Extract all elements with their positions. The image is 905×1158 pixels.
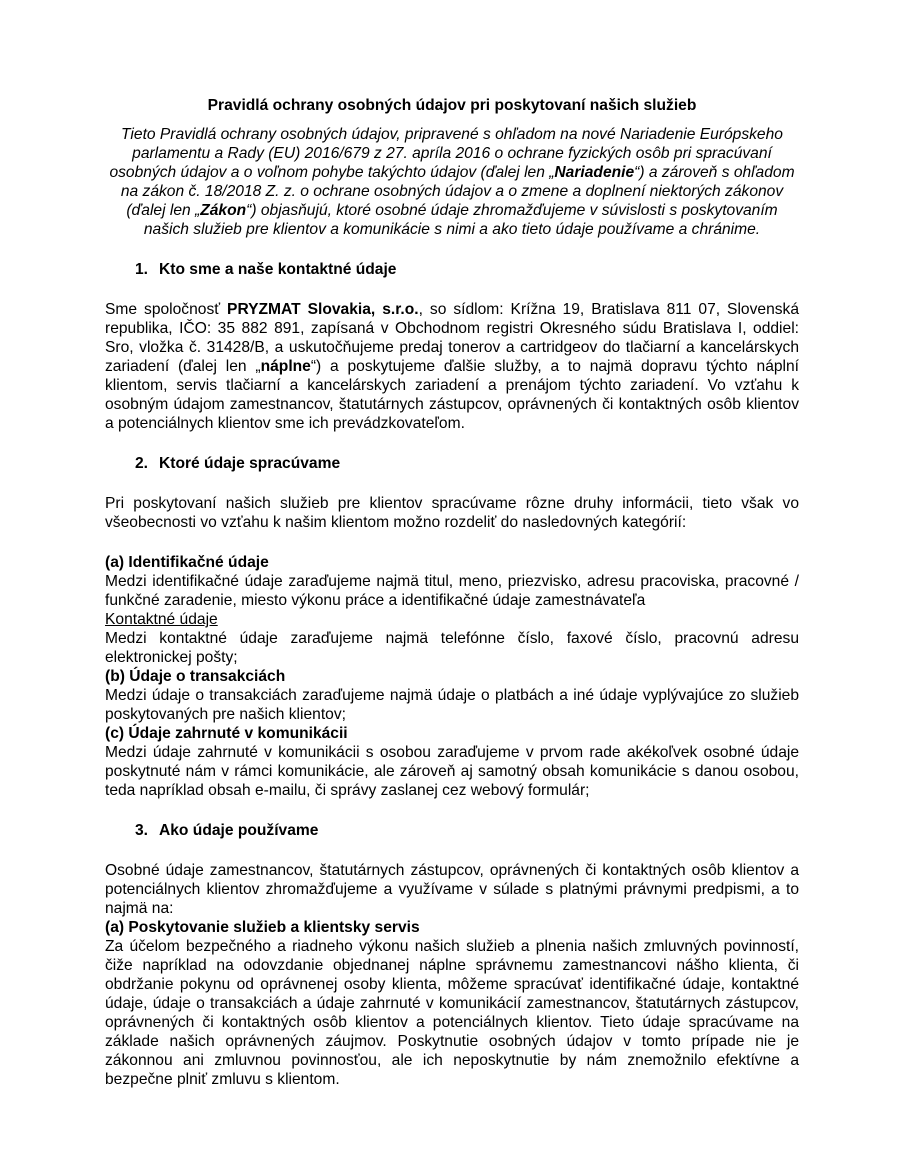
intro-term-nariadenie: Nariadenie xyxy=(554,164,635,181)
term-naplne: náplne xyxy=(260,358,311,375)
category-a-title: (a) Identifikačné údaje xyxy=(105,554,269,571)
section-1-number: 1. xyxy=(135,261,149,278)
category-c-title: (c) Údaje zahrnuté v komunikácii xyxy=(105,725,348,742)
intro-text-2: “) a zároveň s ohľadom na zákon č. 18/2018 Z. z. o ochrane osobných údajov a o zmene a doplnení niektorých zákonov (ďalej len „ xyxy=(120,164,795,219)
section-1-text-c: “) a poskytujeme ďalšie služby, a to najmä dopravu týchto náplní klientom, servis tlačiarní a kancelárskych zariadení a prenájom týchto zariadení. Vo vzťahu k osobným údajom zamestnancov, štatutárnych zástupcov, oprávnených či kontaktných osôb klientov a potenciálnych klientov sme ich prevádzkovateľom. xyxy=(105,358,800,432)
intro-text-3: “) objasňujú, ktoré osobné údaje zhromažďujeme v súvislosti s poskytovaním našich služieb pre klientov a komunikácie s nimi a ako tieto údaje používame a chránime. xyxy=(143,202,778,238)
section-3-heading xyxy=(135,821,799,840)
contact-data-text: Medzi kontaktné údaje zaraďujeme najmä telefónne číslo, faxové číslo, pracovnú adresu elektronickej pošty; xyxy=(105,630,799,666)
section-2-intro: Pri poskytovaní našich služieb pre klientov spracúvame rôzne druhy informácii, tieto však vo všeobecnosti vo vzťahu k našim klientom možno rozdeliť do nasledovných kategórií: xyxy=(105,495,799,531)
contact-data-title: Kontaktné údaje xyxy=(105,611,218,628)
category-b-title: (b) Údaje o transakciách xyxy=(105,668,286,685)
section-1-paragraph xyxy=(105,300,799,433)
subsection-a-title: (a) Poskytovanie služieb a klientsky servis xyxy=(105,919,420,936)
section-1-heading xyxy=(135,260,799,279)
section-2-heading xyxy=(135,454,799,473)
section-3-intro: Osobné údaje zamestnancov, štatutárnych zástupcov, oprávnených či kontaktných osôb klientov a potenciálnych klientov zhromažďujeme a využívame v súlade s platnými právnymi predpismi, a to najmä na: xyxy=(105,862,799,917)
intro-paragraph xyxy=(105,125,799,239)
category-b-text: Medzi údaje o transakciách zaraďujeme najmä údaje o platbách a iné údaje vyplývajúce zo služieb poskytovaných pre našich klientov; xyxy=(105,687,799,723)
document-title: Pravidlá ochrany osobných údajov pri poskytovaní našich služieb xyxy=(207,97,697,114)
subsection-a-text: Za účelom bezpečného a riadneho výkonu našich služieb a plnenia našich zmluvných povinností, čiže napríklad na odovzdanie objednanej náplne správnemu zamestnancovi nášho klienta, či obdržanie pokynu od oprávnenej osoby klienta, môžeme spracúvať identifikačné údaje, kontaktné údaje, údaje o transakciách a údaje zahrnuté v komunikácií zamestnancov, štatutárnych zástupcov, oprávnených či kontaktných osôb klientov a potenciálnych klientov. Tieto údaje spracúvame na základe našich oprávnených záujmov. Poskytnutie osobných údajov v tomto prípade nie je zákonnou ani zmluvnou povinnosťou, ale ich neposkytnutie by nám znemožnilo efektívne a bezpečne plniť zmluvu s klientom. xyxy=(105,938,799,1088)
company-name: PRYZMAT Slovakia, s.r.o. xyxy=(227,301,419,318)
section-3-title: Ako údaje používame xyxy=(159,822,319,839)
intro-term-zakon: Zákon xyxy=(200,202,247,219)
section-2-number: 2. xyxy=(135,455,149,472)
section-1-text-b: , so sídlom: Krížna 19, Bratislava 811 07, Slovenská republika, IČO: 35 882 891, zapísaná v Obchodnom registri Okresného súdu Bratislava I, oddiel: Sro, vložka č. 31428/B, a uskutočňujeme predaj tonerov a cartridgeov do tlačiarní a kancelárskych zariadení (ďalej len „ xyxy=(105,301,800,375)
category-a-text: Medzi identifikačné údaje zaraďujeme najmä titul, meno, priezvisko, adresu pracoviska, pracovné / funkčné zaradenie, miesto výkonu práce a identifikačné údaje zamestnávateľa xyxy=(105,573,799,609)
section-2-title: Ktoré údaje spracúvame xyxy=(159,455,341,472)
section-1-text-a: Sme spoločnosť xyxy=(105,301,228,318)
intro-text-1: Tieto Pravidlá ochrany osobných údajov, pripravené s ohľadom na nové Nariadenie Európskeho parlamentu a Rady (EU) 2016/679 z 27. apríla 2016 o ochrane fyzických osôb pri spracúvaní osobných údajov a o voľnom pohybe takýchto údajov (ďalej len „ xyxy=(109,126,783,181)
section-3-number: 3. xyxy=(135,822,149,839)
category-c-text: Medzi údaje zahrnuté v komunikácii s osobou zaraďujeme v prvom rade akékoľvek osobné údaje poskytnuté nám v rámci komunikácie, ale zároveň aj samotný obsah komunikácie s danou osobou, teda napríklad obsah e-mailu, či správy zaslanej cez webový formulár; xyxy=(105,744,799,799)
section-1-title: Kto sme a naše kontaktné údaje xyxy=(159,261,397,278)
